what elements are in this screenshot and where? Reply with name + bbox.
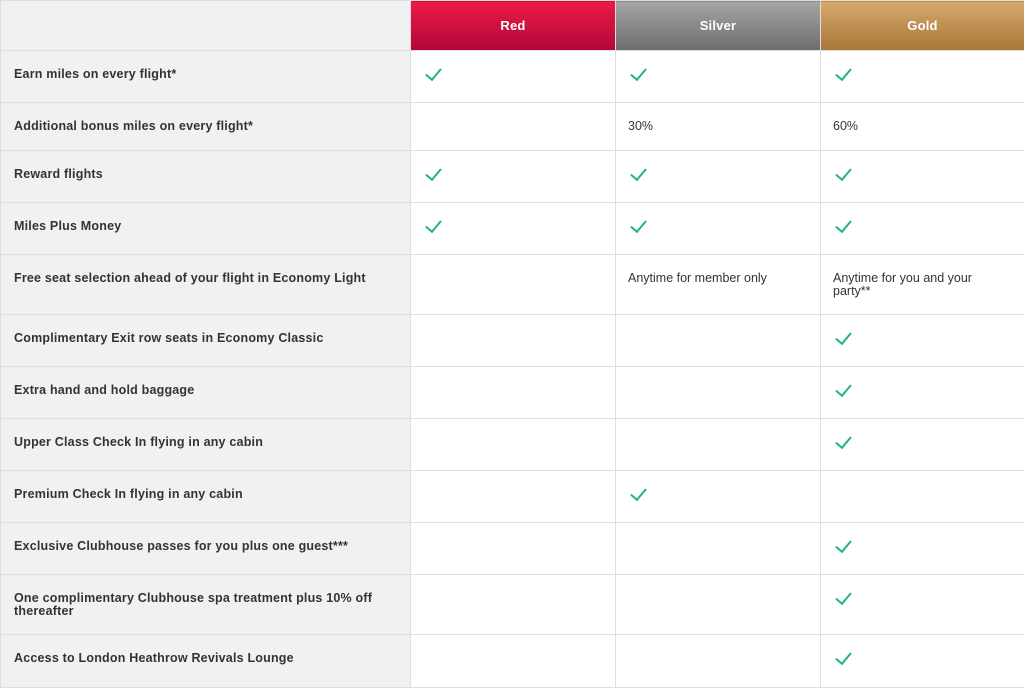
checkmark-icon xyxy=(835,64,852,81)
tier-cell-gold xyxy=(821,471,1024,523)
tier-cell-gold xyxy=(821,203,1024,255)
tier-cell-silver xyxy=(616,255,821,315)
tier-value-text: 30% xyxy=(628,119,654,133)
table-row xyxy=(1,635,1024,688)
table-row xyxy=(1,103,1024,151)
table-row xyxy=(1,151,1024,203)
tier-cell-red xyxy=(411,315,616,367)
tier-cell-gold xyxy=(821,51,1024,103)
tier-cell-gold xyxy=(821,635,1024,688)
tier-cell-red xyxy=(411,203,616,255)
checkmark-icon xyxy=(835,536,852,553)
feature-label: Complimentary Exit row seats in Economy Classic xyxy=(1,315,411,367)
tier-cell-silver xyxy=(616,103,821,151)
tier-cell-silver xyxy=(616,151,821,203)
feature-label: Additional bonus miles on every flight* xyxy=(1,103,411,151)
feature-label: Access to London Heathrow Revivals Lounge xyxy=(1,635,411,688)
tier-cell-gold xyxy=(821,151,1024,203)
tier-cell-red xyxy=(411,255,616,315)
checkmark-icon xyxy=(630,484,647,501)
tier-cell-silver xyxy=(616,419,821,471)
checkmark-icon xyxy=(835,380,852,397)
tier-value-text: 60% xyxy=(833,119,859,133)
tier-cell-red xyxy=(411,523,616,575)
feature-header-blank xyxy=(1,1,411,51)
tier-cell-red xyxy=(411,471,616,523)
tier-cell-silver xyxy=(616,471,821,523)
tier-cell-gold xyxy=(821,575,1024,635)
table-row xyxy=(1,471,1024,523)
tier-cell-red xyxy=(411,51,616,103)
feature-label: Earn miles on every flight* xyxy=(1,51,411,103)
table-row xyxy=(1,315,1024,367)
table-row xyxy=(1,575,1024,635)
feature-label: One complimentary Clubhouse spa treatment plus 10% off thereafter xyxy=(1,575,411,635)
table-row xyxy=(1,51,1024,103)
table-row xyxy=(1,523,1024,575)
checkmark-icon xyxy=(630,64,647,81)
checkmark-icon xyxy=(425,164,442,181)
tier-cell-silver xyxy=(616,51,821,103)
tier-cell-gold xyxy=(821,367,1024,419)
tier-header-red: Red xyxy=(411,1,616,51)
tier-cell-red xyxy=(411,103,616,151)
tier-cell-red xyxy=(411,635,616,688)
feature-label: Premium Check In flying in any cabin xyxy=(1,471,411,523)
checkmark-icon xyxy=(835,432,852,449)
tier-cell-red xyxy=(411,151,616,203)
checkmark-icon xyxy=(630,216,647,233)
feature-label: Free seat selection ahead of your flight in Economy Light xyxy=(1,255,411,315)
feature-label: Reward flights xyxy=(1,151,411,203)
tier-cell-gold xyxy=(821,255,1024,315)
tier-cell-silver xyxy=(616,203,821,255)
checkmark-icon xyxy=(835,164,852,181)
tier-cell-gold xyxy=(821,315,1024,367)
checkmark-icon xyxy=(425,216,442,233)
checkmark-icon xyxy=(835,216,852,233)
feature-label: Miles Plus Money xyxy=(1,203,411,255)
tier-cell-gold xyxy=(821,103,1024,151)
table-row xyxy=(1,367,1024,419)
tier-cell-silver xyxy=(616,575,821,635)
checkmark-icon xyxy=(835,328,852,345)
tier-header-gold: Gold xyxy=(821,1,1024,51)
tier-cell-red xyxy=(411,575,616,635)
tier-header-row xyxy=(1,1,1024,51)
tier-value-text: Anytime for member only xyxy=(628,271,767,285)
table-row xyxy=(1,255,1024,315)
table-row xyxy=(1,419,1024,471)
tier-cell-red xyxy=(411,367,616,419)
checkmark-icon xyxy=(630,164,647,181)
tier-cell-silver xyxy=(616,523,821,575)
checkmark-icon xyxy=(835,648,852,665)
feature-label: Upper Class Check In flying in any cabin xyxy=(1,419,411,471)
feature-label: Exclusive Clubhouse passes for you plus one guest*** xyxy=(1,523,411,575)
tier-header-silver: Silver xyxy=(616,1,821,51)
tier-cell-silver xyxy=(616,367,821,419)
tier-cell-gold xyxy=(821,419,1024,471)
checkmark-icon xyxy=(835,588,852,605)
tier-cell-gold xyxy=(821,523,1024,575)
tier-value-text: Anytime for you and your party** xyxy=(833,271,972,298)
tier-cell-silver xyxy=(616,315,821,367)
checkmark-icon xyxy=(425,64,442,81)
feature-label: Extra hand and hold baggage xyxy=(1,367,411,419)
tier-cell-red xyxy=(411,419,616,471)
table-row xyxy=(1,203,1024,255)
tier-cell-silver xyxy=(616,635,821,688)
